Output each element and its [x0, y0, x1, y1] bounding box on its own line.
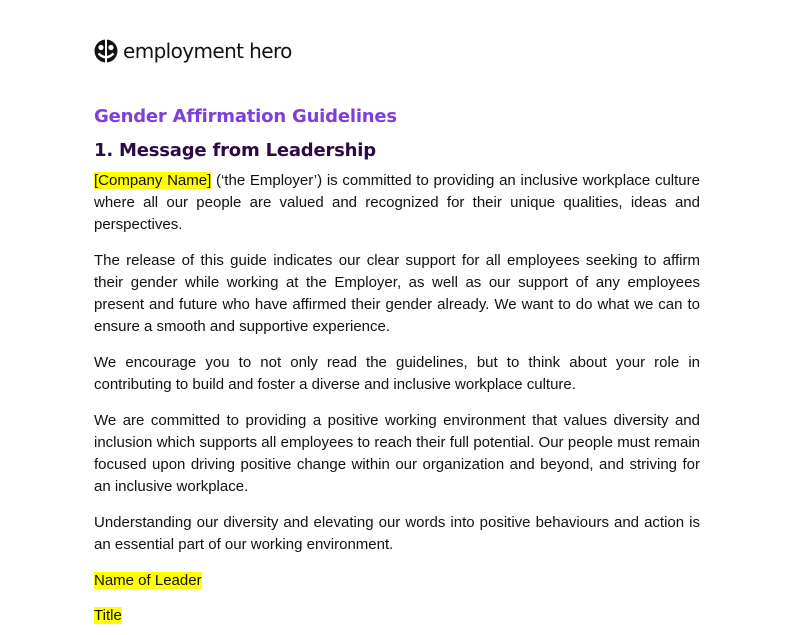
document-body — [94, 104, 700, 626]
signature-name — [94, 571, 700, 591]
leader-title-placeholder: Title — [94, 607, 122, 624]
brand-logo — [94, 38, 292, 64]
paragraph-intro — [94, 170, 700, 236]
leader-name-placeholder: Name of Leader — [94, 572, 202, 589]
paragraph-diversity: Understanding our diversity and elevating our words into positive behaviours and action is an essential part of our working environment. — [94, 514, 700, 553]
paragraph-intro-text: (‘the Employer’) is committed to providing an inclusive workplace culture where all our people are valued and recognized for their unique qualities, ideas and perspectives. — [94, 172, 700, 233]
document-title: Gender Affirmation Guidelines — [94, 106, 397, 127]
company-name-placeholder: [Company Name] — [94, 172, 212, 189]
paragraph-encourage: We encourage you to not only read the guidelines, but to think about your role in contributing to build and foster a diverse and inclusive workplace culture. — [94, 354, 700, 393]
employment-hero-logo-icon — [94, 39, 118, 63]
brand-name: employment hero — [123, 39, 292, 63]
paragraph-release: The release of this guide indicates our clear support for all employees seeking to affirm their gender while working at the Employer, as well as our support of any employees present and future who have affirmed their gender already. We want to do what we can to ensure a smooth and supportive experience. — [94, 252, 700, 335]
section-heading: 1. Message from Leadership — [94, 140, 376, 161]
paragraph-commitment: We are committed to providing a positive working environment that values diversity and inclusion which supports all employees to reach their full potential. Our people must remain focused upon driving positive change within our organization and beyond, and striving for an inclusive workplace. — [94, 412, 700, 495]
signature-title — [94, 606, 700, 626]
